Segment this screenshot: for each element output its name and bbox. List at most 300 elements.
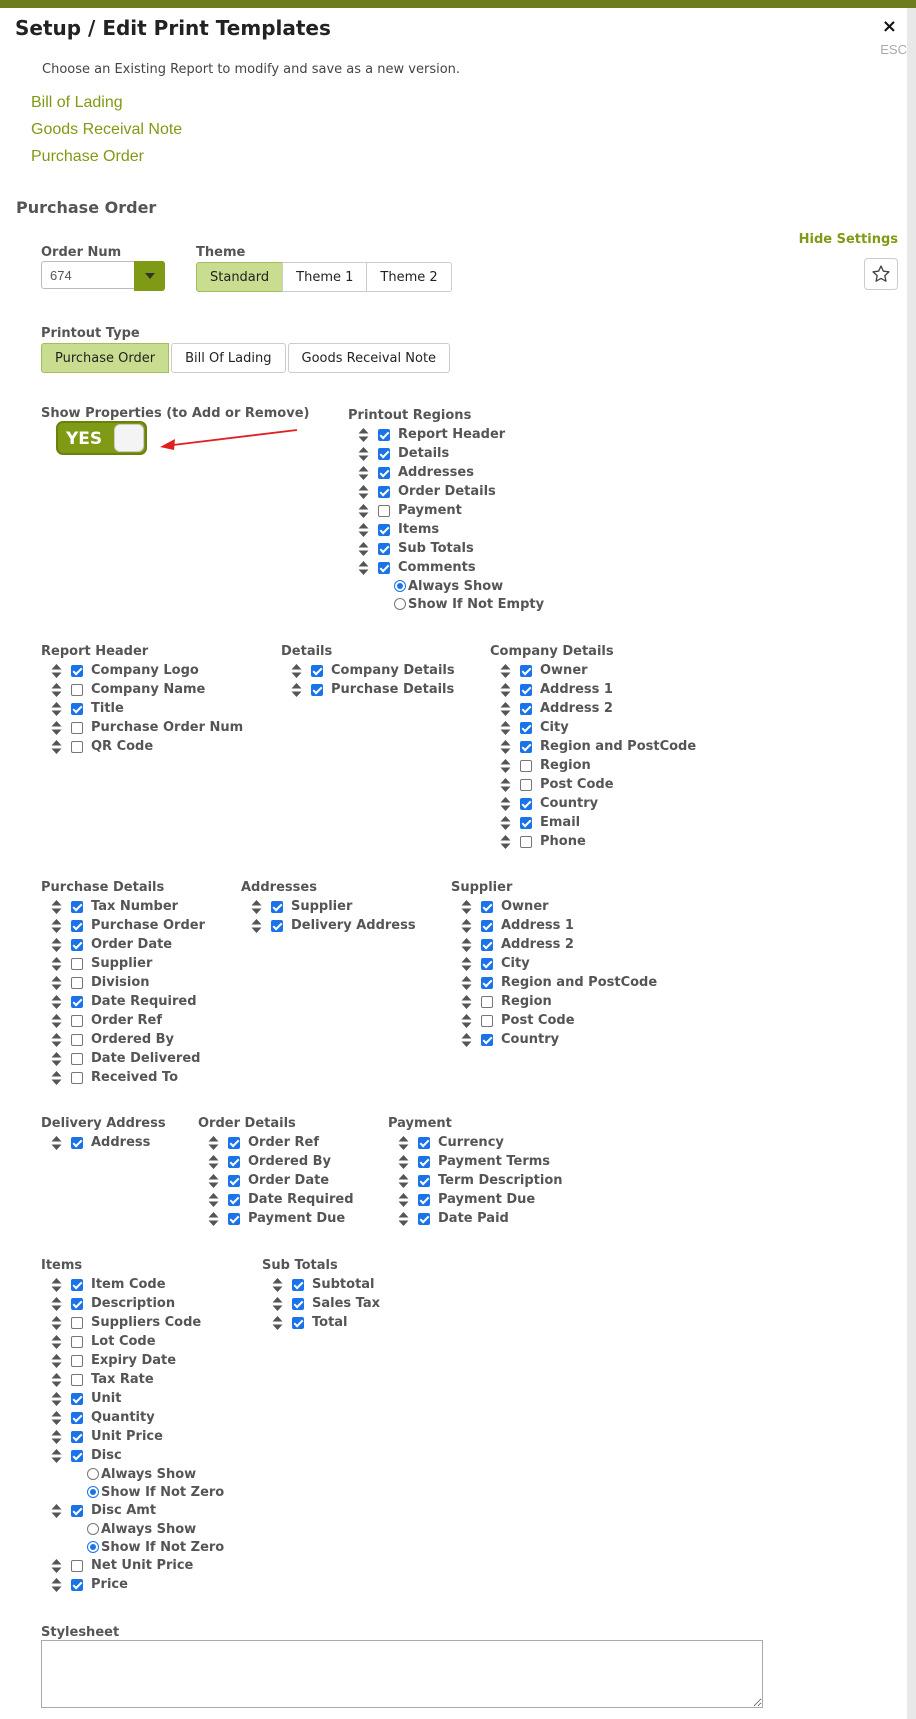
checkbox-date-required[interactable] [228, 1194, 240, 1206]
group-title: Company Details [490, 644, 614, 659]
checkbox-net-unit-price[interactable] [71, 1560, 83, 1572]
checkbox-total[interactable] [292, 1317, 304, 1329]
sort-handle-icon[interactable] [51, 995, 62, 1009]
radio-always-show[interactable] [394, 580, 406, 592]
option-row-currency [388, 1133, 563, 1152]
checkbox-address-2[interactable] [520, 703, 532, 715]
option-label: Owner [501, 899, 549, 914]
checkbox-date-required[interactable] [71, 996, 83, 1008]
option-label: Phone [540, 834, 586, 849]
checkbox-disc-amt[interactable] [71, 1505, 83, 1517]
option-label: Disc [91, 1448, 122, 1463]
sort-handle-icon[interactable] [51, 1136, 62, 1150]
radio-label: Show If Not Zero [101, 1484, 225, 1500]
checkbox-city[interactable] [520, 722, 532, 734]
sort-handle-icon[interactable] [51, 1335, 62, 1349]
option-row-report-header [348, 425, 544, 444]
sort-handle-icon[interactable] [51, 976, 62, 990]
option-row-payment [348, 501, 544, 520]
stylesheet-textarea[interactable] [41, 1640, 763, 1708]
checkbox-region-and-postcode[interactable] [520, 741, 532, 753]
group-title: Details [281, 644, 333, 659]
sort-handle-icon[interactable] [51, 1278, 62, 1292]
checkbox-address-1[interactable] [481, 920, 493, 932]
checkbox-title[interactable] [71, 703, 83, 715]
option-row-price [41, 1575, 224, 1594]
checkbox-price[interactable] [71, 1579, 83, 1591]
option-label: Item Code [91, 1277, 166, 1292]
order-num-dropdown-button[interactable] [134, 261, 165, 291]
sort-handle-icon[interactable] [461, 938, 472, 952]
sort-handle-icon[interactable] [272, 1316, 283, 1330]
theme-button-group [196, 262, 452, 292]
option-row-post-code [490, 775, 696, 794]
sort-handle-icon[interactable] [500, 797, 511, 811]
sort-handle-icon[interactable] [272, 1297, 283, 1311]
option-row-purchase-details [281, 680, 455, 699]
option-row-sales-tax [262, 1294, 380, 1313]
checkbox-suppliers-code[interactable] [71, 1317, 83, 1329]
print-templates-modal [9, 8, 907, 1719]
sort-handle-icon[interactable] [500, 664, 511, 678]
checkbox-order-ref[interactable] [71, 1015, 83, 1027]
printout-type-goods-receival-note-button[interactable]: Goods Receival Note [288, 343, 451, 373]
option-row-disc-amt [41, 1501, 224, 1520]
sort-handle-icon[interactable] [208, 1174, 219, 1188]
checkbox-supplier[interactable] [71, 958, 83, 970]
checkbox-tax-rate[interactable] [71, 1374, 83, 1386]
option-label: Lot Code [91, 1334, 156, 1349]
checkbox-date-paid[interactable] [418, 1213, 430, 1225]
option-label: Unit [91, 1391, 122, 1406]
option-row-unit [41, 1389, 224, 1408]
checkbox-payment-due[interactable] [418, 1194, 430, 1206]
option-row-delivery-address [241, 916, 416, 935]
sort-handle-icon[interactable] [51, 1430, 62, 1444]
checkbox-country[interactable] [481, 1034, 493, 1046]
option-row-subtotal [262, 1275, 380, 1294]
checkbox-term-description[interactable] [418, 1175, 430, 1187]
radio-label: Always Show [408, 578, 504, 594]
sort-handle-icon[interactable] [500, 702, 511, 716]
option-label: Tax Number [91, 899, 179, 914]
show-properties-label: Show Properties (to Add or Remove) [41, 406, 310, 421]
sort-handle-icon[interactable] [461, 1033, 472, 1047]
sort-handle-icon[interactable] [398, 1174, 409, 1188]
option-row-address-1 [451, 916, 657, 935]
checkbox-tax-number[interactable] [71, 901, 83, 913]
checkbox-purchase-order-num[interactable] [71, 722, 83, 734]
option-row-sub-totals [348, 539, 544, 558]
checkbox-company-name[interactable] [71, 684, 83, 696]
option-label: Post Code [540, 777, 614, 792]
sort-handle-icon[interactable] [358, 542, 369, 556]
option-label: Disc Amt [91, 1503, 157, 1518]
option-label: Subtotal [312, 1277, 375, 1292]
option-label: Region and PostCode [540, 739, 697, 754]
option-row-address-2 [451, 935, 657, 954]
sort-handle-icon[interactable] [358, 504, 369, 518]
option-row-date-required [198, 1190, 354, 1209]
sort-handle-icon[interactable] [51, 664, 62, 678]
option-label: Total [312, 1315, 348, 1330]
sort-handle-icon[interactable] [461, 900, 472, 914]
option-label: City [501, 956, 530, 971]
sort-handle-icon[interactable] [208, 1136, 219, 1150]
group-sub-totals [262, 1256, 380, 1332]
sort-handle-icon[interactable] [51, 938, 62, 952]
sort-handle-icon[interactable] [272, 1278, 283, 1292]
checkbox-received-to[interactable] [71, 1072, 83, 1084]
option-label: Address [91, 1135, 151, 1150]
checkbox-sales-tax[interactable] [292, 1298, 304, 1310]
option-label: Company Name [91, 682, 206, 697]
group-title: Printout Regions [348, 408, 472, 423]
sort-handle-icon[interactable] [51, 1373, 62, 1387]
option-label: Owner [540, 663, 588, 678]
group-purchase-details [41, 878, 205, 1087]
option-label: Region [501, 994, 552, 1009]
option-label: Email [540, 815, 581, 830]
checkbox-order-date[interactable] [71, 939, 83, 951]
option-row-company-name [41, 680, 243, 699]
radio-row-show-if-not-zero [41, 1483, 224, 1501]
sort-handle-icon[interactable] [358, 466, 369, 480]
option-row-net-unit-price [41, 1556, 224, 1575]
sort-handle-icon[interactable] [251, 900, 262, 914]
option-label: Division [91, 975, 150, 990]
checkbox-region[interactable] [520, 760, 532, 772]
sort-handle-icon[interactable] [51, 1449, 62, 1463]
sort-handle-icon[interactable] [51, 1297, 62, 1311]
option-label: Report Header [398, 427, 506, 442]
printout-type-bill-of-lading-button[interactable]: Bill Of Lading [171, 343, 285, 373]
sort-handle-icon[interactable] [51, 721, 62, 735]
modal-subtitle: Choose an Existing Report to modify and save as a new version. [42, 62, 461, 77]
option-label: Title [91, 701, 124, 716]
checkbox-company-details[interactable] [311, 665, 323, 677]
sort-handle-icon[interactable] [51, 1052, 62, 1066]
checkbox-addresses[interactable] [378, 467, 390, 479]
sort-handle-icon[interactable] [358, 561, 369, 575]
group-details [281, 642, 455, 699]
option-row-division [41, 973, 205, 992]
sort-handle-icon[interactable] [51, 1578, 62, 1592]
checkbox-comments[interactable] [378, 562, 390, 574]
option-label: Tax Rate [91, 1372, 154, 1387]
sort-handle-icon[interactable] [208, 1155, 219, 1169]
option-label: Unit Price [91, 1429, 163, 1444]
checkbox-order-date[interactable] [228, 1175, 240, 1187]
checkbox-items[interactable] [378, 524, 390, 536]
option-row-description [41, 1294, 224, 1313]
background-left-strip [0, 8, 9, 1719]
checkbox-address-2[interactable] [481, 939, 493, 951]
option-label: Payment Terms [438, 1154, 551, 1169]
sort-handle-icon[interactable] [398, 1155, 409, 1169]
checkbox-phone[interactable] [520, 836, 532, 848]
checkbox-details[interactable] [378, 448, 390, 460]
checkbox-payment[interactable] [378, 505, 390, 517]
option-row-purchase-order [41, 916, 205, 935]
option-row-owner [490, 661, 696, 680]
option-row-region-and-postcode [451, 973, 657, 992]
option-label: Suppliers Code [91, 1315, 202, 1330]
option-row-received-to [41, 1068, 205, 1087]
sort-handle-icon[interactable] [51, 740, 62, 754]
show-properties-toggle[interactable] [56, 421, 147, 455]
group-title: Payment [388, 1116, 452, 1131]
radio-show-if-not-empty[interactable] [394, 598, 406, 610]
sort-handle-icon[interactable] [51, 1014, 62, 1028]
option-label: Received To [91, 1070, 179, 1085]
close-icon[interactable]: × [881, 16, 897, 37]
option-row-payment-due [388, 1190, 563, 1209]
checkbox-ordered-by[interactable] [71, 1034, 83, 1046]
checkbox-post-code[interactable] [481, 1015, 493, 1027]
option-row-addresses [348, 463, 544, 482]
option-label: Order Date [248, 1173, 330, 1188]
option-row-post-code [451, 1011, 657, 1030]
option-row-term-description [388, 1171, 563, 1190]
toggle-knob [114, 424, 144, 452]
option-row-company-logo [41, 661, 243, 680]
option-label: Sales Tax [312, 1296, 381, 1311]
option-row-unit-price [41, 1427, 224, 1446]
group-title: Delivery Address [41, 1116, 166, 1131]
option-label: Date Required [91, 994, 197, 1009]
checkbox-ordered-by[interactable] [228, 1156, 240, 1168]
radio-show-if-not-zero[interactable] [87, 1486, 99, 1498]
group-report-header [41, 642, 243, 756]
sort-handle-icon[interactable] [251, 919, 262, 933]
option-row-order-ref [198, 1133, 354, 1152]
group-addresses [241, 878, 416, 935]
sort-handle-icon[interactable] [51, 1033, 62, 1047]
checkbox-quantity[interactable] [71, 1412, 83, 1424]
option-label: Address 1 [540, 682, 613, 697]
option-label: Order Details [398, 484, 496, 499]
sort-handle-icon[interactable] [461, 976, 472, 990]
sort-handle-icon[interactable] [358, 485, 369, 499]
option-label: Region [540, 758, 591, 773]
checkbox-description[interactable] [71, 1298, 83, 1310]
sort-handle-icon[interactable] [358, 428, 369, 442]
option-row-ordered-by [41, 1030, 205, 1049]
sort-handle-icon[interactable] [208, 1193, 219, 1207]
sort-handle-icon[interactable] [398, 1212, 409, 1226]
sort-handle-icon[interactable] [461, 957, 472, 971]
sort-handle-icon[interactable] [500, 816, 511, 830]
checkbox-country[interactable] [520, 798, 532, 810]
printout-type-purchase-order-button[interactable]: Purchase Order [41, 343, 169, 373]
sort-handle-icon[interactable] [291, 664, 302, 678]
checkbox-post-code[interactable] [520, 779, 532, 791]
sort-handle-icon[interactable] [51, 683, 62, 697]
option-row-address [41, 1133, 166, 1152]
checkbox-city[interactable] [481, 958, 493, 970]
group-title: Supplier [451, 880, 513, 895]
checkbox-order-ref[interactable] [228, 1137, 240, 1149]
hide-settings-link[interactable]: Hide Settings [798, 232, 898, 247]
checkbox-owner[interactable] [520, 665, 532, 677]
report-link-purchase-order[interactable]: Purchase Order [31, 148, 144, 165]
option-row-order-date [198, 1171, 354, 1190]
option-label: Items [398, 522, 440, 537]
checkbox-region[interactable] [481, 996, 493, 1008]
checkbox-date-delivered[interactable] [71, 1053, 83, 1065]
option-row-region-and-postcode [490, 737, 696, 756]
sort-handle-icon[interactable] [51, 1411, 62, 1425]
checkbox-owner[interactable] [481, 901, 493, 913]
checkbox-currency[interactable] [418, 1137, 430, 1149]
sort-handle-icon[interactable] [51, 957, 62, 971]
checkbox-subtotal[interactable] [292, 1279, 304, 1291]
theme-standard-button[interactable]: Standard [196, 262, 283, 292]
option-label: Price [91, 1577, 128, 1592]
sort-handle-icon[interactable] [500, 721, 511, 735]
checkbox-payment-due[interactable] [228, 1213, 240, 1225]
option-row-order-details [348, 482, 544, 501]
esc-label: ESC [880, 42, 907, 57]
option-row-country [490, 794, 696, 813]
option-row-total [262, 1313, 380, 1332]
group-title: Items [41, 1258, 83, 1273]
option-row-supplier [41, 954, 205, 973]
sort-handle-icon[interactable] [208, 1212, 219, 1226]
sort-handle-icon[interactable] [500, 683, 511, 697]
checkbox-purchase-details[interactable] [311, 684, 323, 696]
sort-handle-icon[interactable] [500, 778, 511, 792]
option-row-qr-code [41, 737, 243, 756]
group-title: Order Details [198, 1116, 296, 1131]
option-label: Date Delivered [91, 1051, 201, 1066]
checkbox-unit-price[interactable] [71, 1431, 83, 1443]
sort-handle-icon[interactable] [358, 447, 369, 461]
checkbox-disc[interactable] [71, 1450, 83, 1462]
option-row-comments [348, 558, 544, 577]
checkbox-payment-terms[interactable] [418, 1156, 430, 1168]
sort-handle-icon[interactable] [500, 835, 511, 849]
checkbox-expiry-date[interactable] [71, 1355, 83, 1367]
sort-handle-icon[interactable] [291, 683, 302, 697]
checkbox-lot-code[interactable] [71, 1336, 83, 1348]
sort-handle-icon[interactable] [51, 1392, 62, 1406]
checkbox-qr-code[interactable] [71, 741, 83, 753]
radio-label: Show If Not Zero [101, 1539, 225, 1555]
sort-handle-icon[interactable] [51, 919, 62, 933]
radio-row-show-if-not-zero [41, 1538, 224, 1556]
checkbox-division[interactable] [71, 977, 83, 989]
option-label: Company Logo [91, 663, 199, 678]
radio-show-if-not-zero[interactable] [87, 1541, 99, 1553]
order-num-label: Order Num [41, 245, 122, 260]
sort-handle-icon[interactable] [51, 1504, 62, 1518]
radio-label: Always Show [101, 1466, 197, 1482]
option-row-email [490, 813, 696, 832]
sort-handle-icon[interactable] [51, 900, 62, 914]
option-label: Supplier [91, 956, 153, 971]
checkbox-order-details[interactable] [378, 486, 390, 498]
checkbox-unit[interactable] [71, 1393, 83, 1405]
radio-row-always-show [41, 1520, 224, 1538]
sort-handle-icon[interactable] [461, 1014, 472, 1028]
option-row-address-1 [490, 680, 696, 699]
group-items [41, 1256, 224, 1594]
theme-1-button[interactable]: Theme 1 [282, 262, 367, 292]
option-row-order-date [41, 935, 205, 954]
option-row-tax-number [41, 897, 205, 916]
checkbox-purchase-order[interactable] [71, 920, 83, 932]
option-label: Term Description [438, 1173, 563, 1188]
favorite-button[interactable] [864, 258, 898, 290]
checkbox-address-1[interactable] [520, 684, 532, 696]
checkbox-address[interactable] [71, 1137, 83, 1149]
option-row-purchase-order-num [41, 718, 243, 737]
checkbox-sub-totals[interactable] [378, 543, 390, 555]
radio-label: Always Show [101, 1521, 197, 1537]
report-link-goods-receival-note[interactable]: Goods Receival Note [31, 121, 183, 138]
sort-handle-icon[interactable] [461, 919, 472, 933]
option-label: Net Unit Price [91, 1558, 194, 1573]
theme-label: Theme [196, 245, 246, 260]
report-link-bill-of-lading[interactable]: Bill of Lading [31, 94, 123, 111]
option-row-items [348, 520, 544, 539]
checkbox-company-logo[interactable] [71, 665, 83, 677]
option-row-country [451, 1030, 657, 1049]
sort-handle-icon[interactable] [398, 1193, 409, 1207]
checkbox-email[interactable] [520, 817, 532, 829]
sort-handle-icon[interactable] [461, 995, 472, 1009]
sort-handle-icon[interactable] [51, 702, 62, 716]
option-row-ordered-by [198, 1152, 354, 1171]
sort-handle-icon[interactable] [358, 523, 369, 537]
stylesheet-label: Stylesheet [41, 1625, 120, 1640]
checkbox-item-code[interactable] [71, 1279, 83, 1291]
radio-always-show[interactable] [87, 1523, 99, 1535]
option-row-details [348, 444, 544, 463]
option-label: Country [540, 796, 599, 811]
checkbox-region-and-postcode[interactable] [481, 977, 493, 989]
option-label: Post Code [501, 1013, 575, 1028]
radio-always-show[interactable] [87, 1468, 99, 1480]
theme-2-button[interactable]: Theme 2 [366, 262, 451, 292]
option-label: Country [501, 1032, 560, 1047]
option-label: Delivery Address [291, 918, 416, 933]
checkbox-supplier[interactable] [271, 901, 283, 913]
sort-handle-icon[interactable] [500, 740, 511, 754]
option-label: Quantity [91, 1410, 155, 1425]
checkbox-report-header[interactable] [378, 429, 390, 441]
option-row-payment-due [198, 1209, 354, 1228]
checkbox-delivery-address[interactable] [271, 920, 283, 932]
sort-handle-icon[interactable] [51, 1071, 62, 1085]
sort-handle-icon[interactable] [398, 1136, 409, 1150]
radio-row-always-show [41, 1465, 224, 1483]
sort-handle-icon[interactable] [500, 759, 511, 773]
printout-type-label: Printout Type [41, 326, 140, 341]
option-row-suppliers-code [41, 1313, 224, 1332]
sort-handle-icon[interactable] [51, 1559, 62, 1573]
option-label: Details [398, 446, 450, 461]
option-label: Date Required [248, 1192, 354, 1207]
sort-handle-icon[interactable] [51, 1354, 62, 1368]
sort-handle-icon[interactable] [51, 1316, 62, 1330]
option-row-city [490, 718, 696, 737]
option-row-region [490, 756, 696, 775]
group-printout-regions [348, 406, 544, 613]
option-row-lot-code [41, 1332, 224, 1351]
